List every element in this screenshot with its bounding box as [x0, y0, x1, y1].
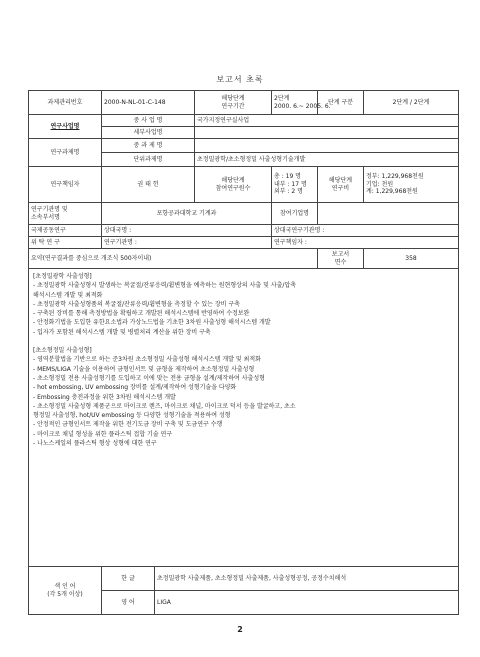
intl-label: 국제공동연구	[29, 225, 102, 237]
pages-label: 보고서 면수	[318, 249, 364, 269]
task-unit-value: 초정밀광학/초소형정밀 사출성형기술개발	[195, 153, 459, 167]
researcher-name: 권 태 헌	[102, 167, 195, 203]
program-sub-label: 세부사업명	[102, 127, 195, 139]
summary-line: [초정밀광학 사출성형]	[33, 273, 92, 280]
program-main-label: 중 사 업 명	[102, 115, 195, 127]
summary-line: - 초정밀광학 사출성형시 발생하는 복굴절/잔류응력/휨변형을 예측하는 원현형상의 사출 및 사출/압축	[33, 282, 297, 290]
summary-line: - 초소형정밀 전용 사출성형기를 도입하고 이에 맞는 전용 금형을 설계/제작하여 사출성형	[33, 374, 265, 382]
researcher-row	[29, 167, 459, 203]
org-row	[29, 203, 459, 225]
researcher-count-label: 해당단계 참여연구원수	[195, 167, 272, 203]
project-row	[29, 91, 459, 115]
budget-values: 정부: 1,229,968천원 기업: 천원 계: 1,229,968천원	[364, 167, 459, 203]
keywords-ko-label: 한 글	[102, 567, 155, 591]
summary-line: - 초소형정밀 사출성형 제품군으로 마이크로 렌즈, 마이크로 채널, 마이크로 덕서 등을 발굴하고, 초소	[33, 402, 296, 410]
stage-label: 해당단계 연구기간	[195, 91, 272, 115]
intl-counterpart: 상대국명 :	[102, 225, 272, 237]
company-label: 참여기업명	[272, 203, 318, 225]
summary-body-row	[29, 269, 459, 567]
summary-line: 형정밀 사출성형, hot/UV embossing 등 다양한 성형기술을 적용하여 성형	[33, 412, 231, 420]
summary-line: - 입자가 포함된 해석시스템 개발 및 병렬처리 계산을 위한 장비 구축	[33, 328, 211, 336]
stage-type-value: 2단계 / 2단계	[364, 91, 459, 115]
summary-line: - 나노스케일의 플라스틱 형상 성형에 대한 연구	[33, 440, 157, 448]
keywords-label: 색 인 어 (각 5개 이상)	[29, 567, 102, 615]
keywords-en-value: LIGA	[155, 591, 459, 615]
program-label: 연구사업명	[29, 115, 102, 139]
summary-line: [초소형정밀 사출성형]	[33, 347, 92, 355]
summary-section-optical	[33, 272, 454, 337]
page-number: 2	[237, 625, 243, 634]
summary-line: 해석시스템 개발 및 최적화	[33, 291, 103, 299]
task-main-row	[29, 139, 459, 153]
keywords-en-label: 영 어	[102, 591, 155, 615]
project-no-value: 2000-N-NL-01-C-148	[102, 91, 195, 115]
summary-line: - MEMS/LIGA 기술을 이용하여 금형인서트 및 금형을 제작하여 초소형정밀 사출성형	[33, 365, 255, 373]
pages-value: 358	[364, 249, 459, 269]
summary-line: - 안정화기법을 도입한 유한요소법과 가상노드법을 기초한 3차원 사출성형 해석시스템 개발	[33, 319, 271, 327]
task-unit-label: 단위과제명	[102, 153, 195, 167]
report-abstract-table	[28, 90, 459, 615]
project-no-label: 과제관리번호	[29, 91, 102, 115]
summary-line: - Embossing 충전과정을 위한 3차원 해석시스템 개발	[33, 393, 176, 401]
researcher-count-values: 총 : 19 명 내부 : 17 명 외부 : 2 명	[272, 167, 318, 203]
summary-label: 요약(연구결과를 중심으로 개조식 500자이내)	[29, 249, 318, 269]
summary-line: - 구축된 장비를 통해 측정방법을 확립하고 개발된 해석시스템에 반영하여 수정보완	[33, 310, 250, 318]
summary-section-micro	[33, 346, 454, 448]
summary-line: - 마이크로 채널 형성을 위한 플라스틱 접합 기술 연구	[33, 430, 173, 438]
org-value: 포항공과대학교 기계과	[102, 203, 272, 225]
task-main-label: 중 과 제 명	[102, 139, 195, 153]
researcher-label: 연구책임자	[29, 167, 102, 203]
consign-label: 위 탁 연 구	[29, 237, 102, 249]
consign-head: 연구책임자 :	[272, 237, 459, 249]
program-main-value: 국가지정연구실사업	[195, 115, 459, 127]
task-label: 연구과제명	[29, 139, 102, 167]
intl-counterpart-org: 상대국연구기관명 :	[272, 225, 459, 237]
summary-line: - 영역분할법을 기반으로 하는 준3차원 초소형정밀 사출성형 해석시스템 개발 및 최적화	[33, 356, 261, 364]
page-title: 보고서 초록	[216, 75, 264, 84]
intl-row	[29, 225, 459, 237]
stage-type-label: 단계 구분	[318, 91, 364, 115]
summary-header-row	[29, 249, 459, 269]
org-label: 연구기관명 및 소속부서명	[29, 203, 102, 225]
stage-value: 2단계 2000. 6.~ 2005. 6.	[272, 91, 318, 115]
budget-label: 해당단계 연구비	[318, 167, 364, 203]
program-main-row	[29, 115, 459, 127]
consign-org: 연구기관명 :	[102, 237, 272, 249]
task-main-value	[195, 139, 459, 153]
summary-line: - 초정밀광학 사출성형품의 복굴절/잔류응력/휨변형을 측정할 수 있는 장비 구축	[33, 300, 240, 308]
summary-line: - hot embossing, UV embossing 장비를 설계/제작하여 성형기술을 다양화	[33, 384, 237, 392]
summary-line: - 안정적인 금형인서트 제작을 위한 전기도금 장비 구축 및 도금연구 수행	[33, 421, 223, 429]
summary-body	[29, 269, 459, 567]
consign-row	[29, 237, 459, 249]
program-sub-value	[195, 127, 459, 139]
company-value	[318, 203, 459, 225]
keywords-ko-row	[29, 567, 459, 591]
keywords-ko-value: 초정밀광학 사출제품, 초소형정밀 사출제품, 사출성형공정, 공정수치해석	[155, 567, 459, 591]
